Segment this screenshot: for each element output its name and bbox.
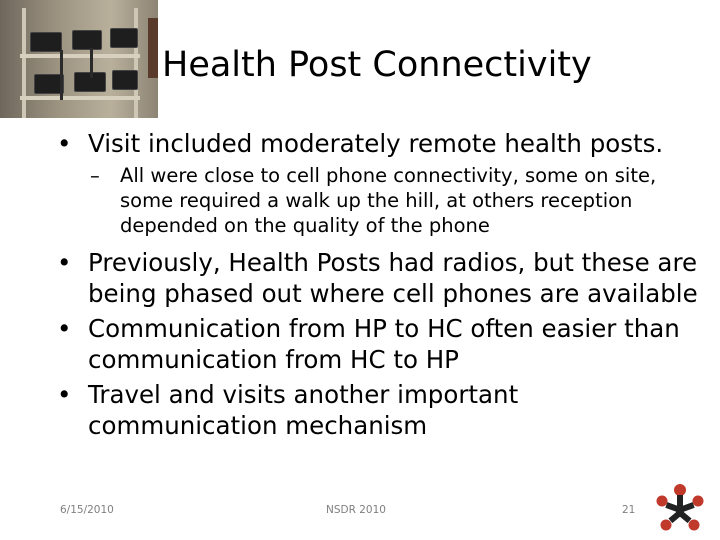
bullet-marker: • (57, 248, 72, 277)
bullet-item (50, 247, 710, 309)
bullet-marker: • (57, 314, 72, 343)
sub-bullet-marker: – (90, 164, 100, 187)
bullet-marker: • (57, 380, 72, 409)
bullet-item (50, 313, 710, 375)
bullet-item (50, 379, 710, 441)
bullet-text: Communication from HP to HC often easier than communication from HC to HP (88, 314, 680, 374)
bullet-text: Visit included moderately remote health posts. (88, 129, 664, 158)
footer-date: 6/15/2010 (60, 504, 114, 516)
slide-title: Health Post Connectivity (162, 45, 592, 85)
bullet-text: Previously, Health Posts had radios, but these are being phased out where cell phones are available (88, 248, 698, 308)
page-number: 21 (622, 504, 636, 516)
sub-bullet-item (50, 163, 710, 238)
bullet-text: Travel and visits another important communication mechanism (88, 380, 519, 440)
sub-bullet-text: All were close to cell phone connectivity, some on site, some required a walk up the hill, at others reception depended on the quality of the phone (120, 164, 657, 237)
footer-event: NSDR 2010 (326, 504, 386, 516)
bullet-marker: • (57, 129, 72, 158)
bullet-item (50, 128, 710, 159)
bullet-list (50, 128, 710, 445)
organization-logo-icon (652, 481, 708, 537)
radio-equipment-photo (0, 0, 158, 118)
